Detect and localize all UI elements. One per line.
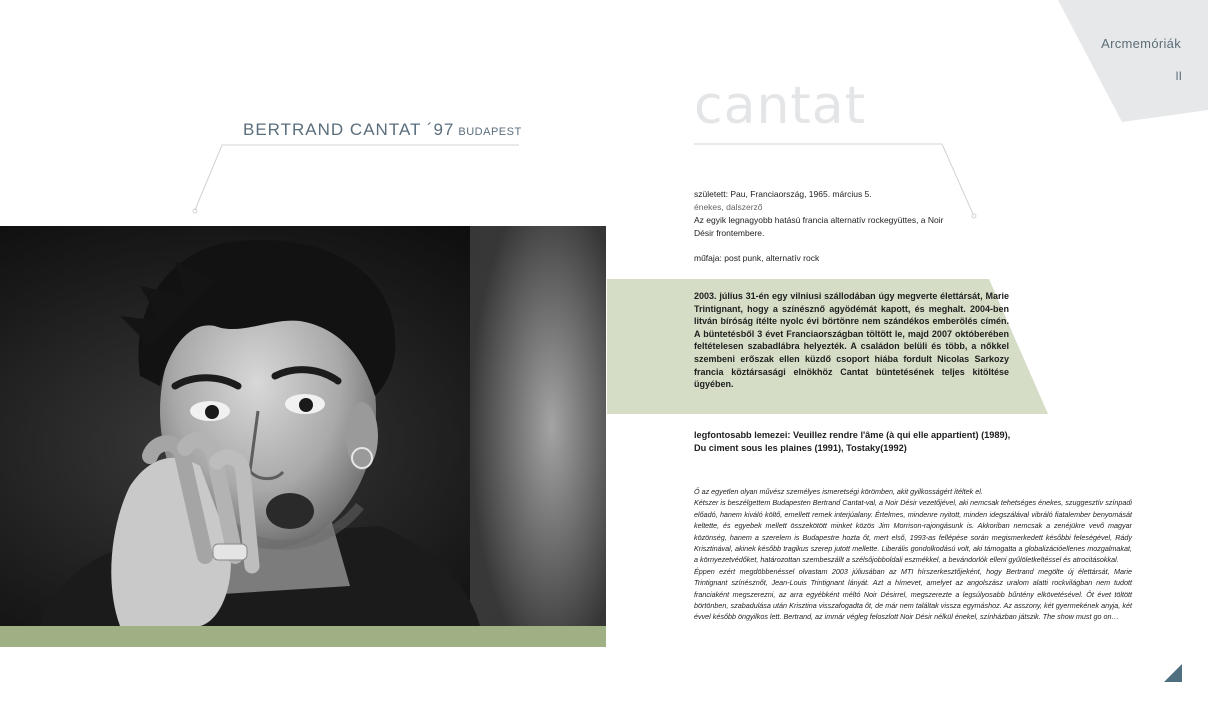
portrait-photo <box>0 226 606 626</box>
heading-place: BUDAPEST <box>458 126 522 138</box>
born-info: született: Pau, Franciaország, 1965. március 5. <box>694 189 872 199</box>
portrait-illustration <box>0 226 606 626</box>
albums-line-1: legfontosabb lemezei: Veuillez rendre l'âme (à qui elle appartient) (1989), <box>694 430 1011 440</box>
page-corner-arrow-icon[interactable] <box>1164 664 1182 682</box>
series-title: Arcmemóriák <box>1101 36 1181 51</box>
article-body <box>694 486 1132 623</box>
albums-line-2: Du ciment sous les plaines (1991), Tostaky(1992) <box>694 442 907 453</box>
heading-name: BERTRAND CANTAT ´97 <box>243 120 455 139</box>
bio-highlight-text: 2003. július 31-én egy vilniusi szállodában úgy megverte élettársát, Marie Trintignant, hogy a színésznő agyödémát kapott, és meghalt. 2004-ben litván bíróság ítélte nyolc évi börtönre nem szándékos emberölés címén. A büntetésből 3 évet Franciaországban töltött le, majd 2007 októberében feltételesen szabadlábra helyezték. A családon belüli és több, a nőkkel szembeni erőszak ellen küzdő csoport hiába fordult Nicolas Sarkozy francia köztársasági elnökhöz Cantat büntetésének teljes kitöltése ügyében. <box>694 291 1009 390</box>
genre-info: műfaja: post punk, alternatív rock <box>694 253 820 263</box>
series-number: II <box>1175 69 1182 83</box>
page-heading <box>243 120 522 140</box>
albums-info <box>694 429 1054 454</box>
body-paragraph-3: Éppen ezért megdöbbenéssel olvastam 2003 júliusában az MTI hírszerkesztőjeként, hogy Bertrand megölte új élettársát, Marie Trintignant színésznőt, Jean-Louis Trintignant lányát. Azt a hímevet, amelyet az angolszász uralom alatti rockvilágban nem tudott franciaként megszerezni, az arra egyébként méltó Noir Désirrel, megszerezte a legsúlyosabb bűntény elkövetésével. Őt évet töltött börtönben, szabadulása után Krisztina visszafogadta őt, de már nem találtak vissza egymáshoz. Az asszony, két gyermekének anyja, két évvel később öngyilkos lett. Bertrand, az immár végleg feloszlott Noir Désir nélkül énekel, színházban játszik. The show must go on… <box>694 566 1132 622</box>
occupation-info: énekes, dalszerző <box>694 202 763 212</box>
body-paragraph-1: Ő az egyetlen olyan művész személyes ismeretségi körömben, akit gyilkosságért ítéltek el. <box>694 487 983 496</box>
corner-tab <box>1050 0 1208 125</box>
big-name-title: cantat <box>694 76 867 136</box>
band-description: Az egyik legnagyobb hatású francia alternatív rockegyüttes, a Noir Désir frontembere. <box>694 215 944 238</box>
photo-footer-strip <box>0 626 606 647</box>
body-paragraph-2: Kétszer is beszélgettem Budapesten Bertrand Cantat-val, a Noir Désir vezetőjével, aki nemcsak tehetséges énekes, szuggesztív színpadi előadó, hanem kiváló költő, emellett remek interjúalany. Értelmes, mindenre nyitott, minden idegszálával vibráló fiatalember benyomását keltette, és egyebek mellett összekötött minket közös Jim Morrison-rajongásunk is. Akkoriban nemcsak a zenéjükre vevő magyar közönség, hanem a szerelem is Budapestre hozta őt, mert első, 1993-as fellépése során megismerkedett későbbi feleségével, Rády Krisztinával, akinek később tragikus szerep jutott mellette. Liberális gondolkodású volt, aki támogatta a globalizációellenes mozgalmakat, a környezetvédőket, határozottan szembeszállt a szélsőjobboldali eszmékkel, a bevándorlók elleni gyűlöletkeltéssel és atrocitásokkal. <box>694 498 1132 565</box>
